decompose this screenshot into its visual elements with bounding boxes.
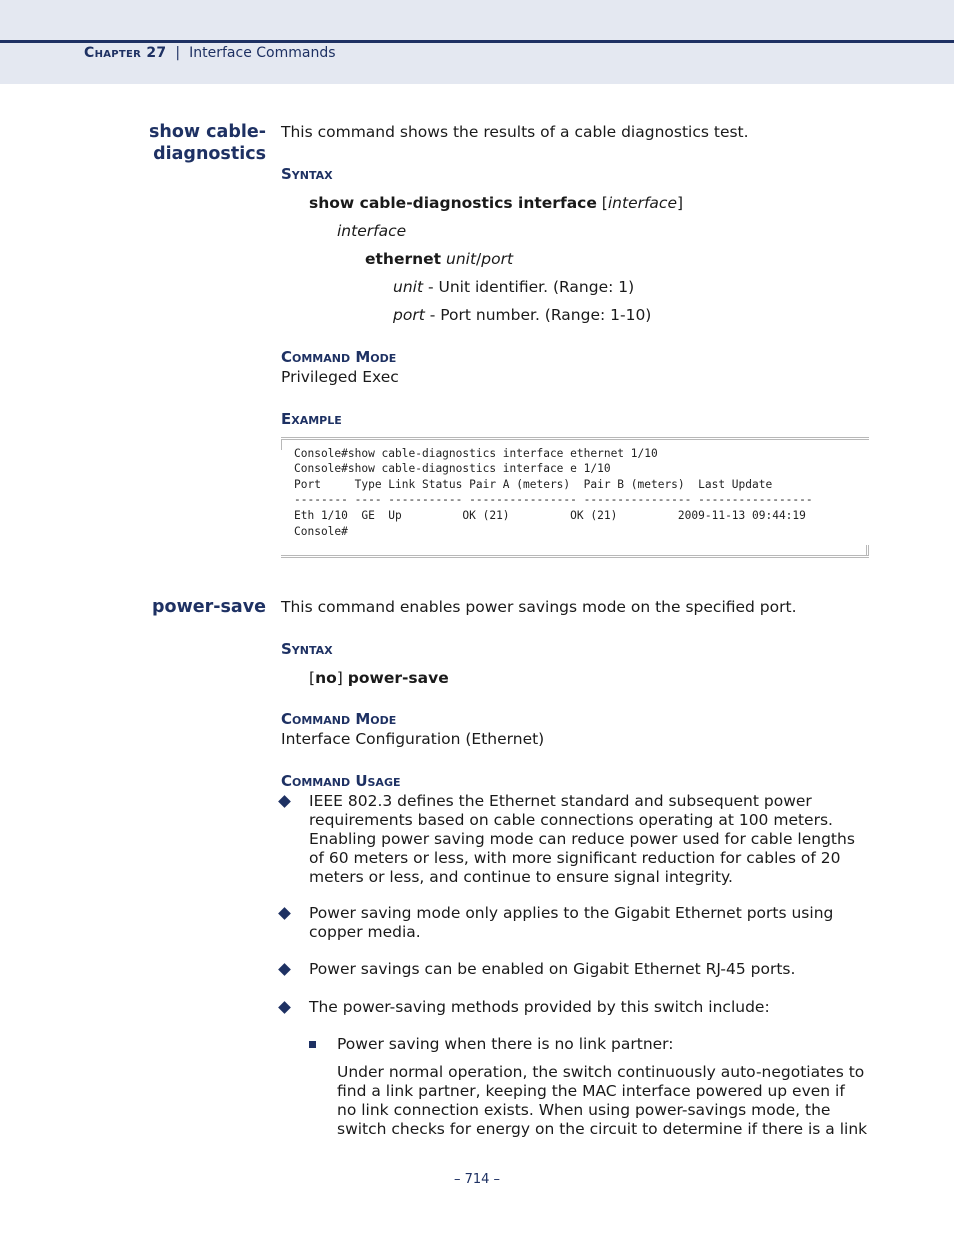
diamond-bullet-icon (278, 1001, 291, 1014)
syntax-bracket-open: [ (601, 194, 608, 212)
command-description: This command enables power savings mode on the specified port. (281, 598, 797, 616)
header-rule (0, 40, 954, 43)
command-title-line1: show cable- (149, 122, 266, 142)
command-usage-heading: Command Usage (281, 772, 401, 790)
syntax-bracket-close: ] (677, 194, 684, 212)
usage-item: Power saving mode only applies to the Gigabit Ethernet ports using copper media. (309, 904, 834, 941)
ethernet-keyword: ethernet (365, 250, 442, 268)
command-description: This command shows the results of a cable diagnostics test. (281, 123, 749, 141)
code-line: Console#show cable-diagnostics interface e 1/10 (294, 462, 611, 475)
square-bullet-icon (309, 1041, 316, 1048)
usage-item: The power-saving methods provided by this switch include: (309, 998, 770, 1016)
command-title-line2: diagnostics (153, 144, 266, 164)
param-unit (393, 277, 634, 297)
sub-item-title: Power saving when there is no link partner: (337, 1035, 674, 1053)
code-box-corner-right (862, 545, 869, 555)
diamond-bullet-icon (278, 907, 291, 920)
command-mode-heading: Command Mode (281, 348, 397, 366)
param-ethernet (365, 249, 513, 269)
syntax-line (309, 668, 449, 688)
diamond-bullet-icon (278, 963, 291, 976)
unit-desc: - Unit identifier. (Range: 1) (423, 278, 635, 296)
code-line: Eth 1/10 GE Up OK (21) OK (21) 2009-11-13 09:44:19 (294, 509, 806, 522)
unit-term: unit (393, 278, 424, 296)
port-term: port (393, 306, 425, 324)
usage-item: Power savings can be enabled on Gigabit Ethernet RJ-45 ports. (309, 960, 796, 978)
syntax-command: show cable-diagnostics interface (309, 194, 597, 212)
syntax-no-keyword: no (315, 669, 337, 687)
port-desc: - Port number. (Range: 1-10) (424, 306, 652, 324)
code-line: Port Type Link Status Pair A (meters) Pair B (meters) Last Update (294, 478, 773, 491)
command-title-power-save: power-save (152, 597, 266, 617)
code-line: Console#show cable-diagnostics interface ethernet 1/10 (294, 447, 658, 460)
command-mode-value: Privileged Exec (281, 368, 399, 386)
chapter-title: Interface Commands (189, 45, 336, 61)
sub-item-body: Under normal operation, the switch continuously auto-negotiates to find a link partner, keeping the MAC interface powered up even if no link connection exists. When using power-savings mode, the switch checks for energy on the circuit to determine if there is a link (337, 1063, 868, 1138)
header-separator: | (175, 45, 181, 61)
example-heading: Example (281, 410, 342, 428)
syntax-heading: Syntax (281, 165, 333, 183)
ethernet-unit: unit (446, 250, 477, 268)
command-title-show-cable-diagnostics (149, 121, 266, 165)
code-box-corner-left (281, 440, 286, 450)
ethernet-port: port (481, 250, 514, 268)
syntax-command: power-save (347, 669, 449, 687)
syntax-bracket-close: ] (336, 669, 343, 687)
code-line: -------- ---- ----------- ---------------- ---------------- ----------------- (294, 493, 813, 506)
running-header (84, 45, 336, 61)
page-number: – 714 – (453, 1172, 501, 1187)
diamond-bullet-icon (278, 795, 291, 808)
ethernet-slash: / (476, 250, 482, 268)
command-mode-heading: Command Mode (281, 710, 397, 728)
param-interface: interface (337, 222, 407, 240)
code-line: Console# (294, 525, 348, 538)
syntax-bracket-open: [ (309, 669, 316, 687)
syntax-param: interface (607, 194, 677, 212)
syntax-heading: Syntax (281, 640, 333, 658)
param-port (393, 305, 651, 325)
command-mode-value: Interface Configuration (Ethernet) (281, 730, 545, 748)
usage-item: IEEE 802.3 defines the Ethernet standard and subsequent power requirements based on cable connections operating at 100 meters. Enabling power saving mode can reduce power used for cable lengths of 60 meters or less, with more significant reduction for cables of 20 meters or less, and continue to ensure signal integrity. (309, 792, 855, 886)
syntax-line (309, 193, 683, 213)
chapter-label: Chapter 27 (84, 45, 167, 61)
